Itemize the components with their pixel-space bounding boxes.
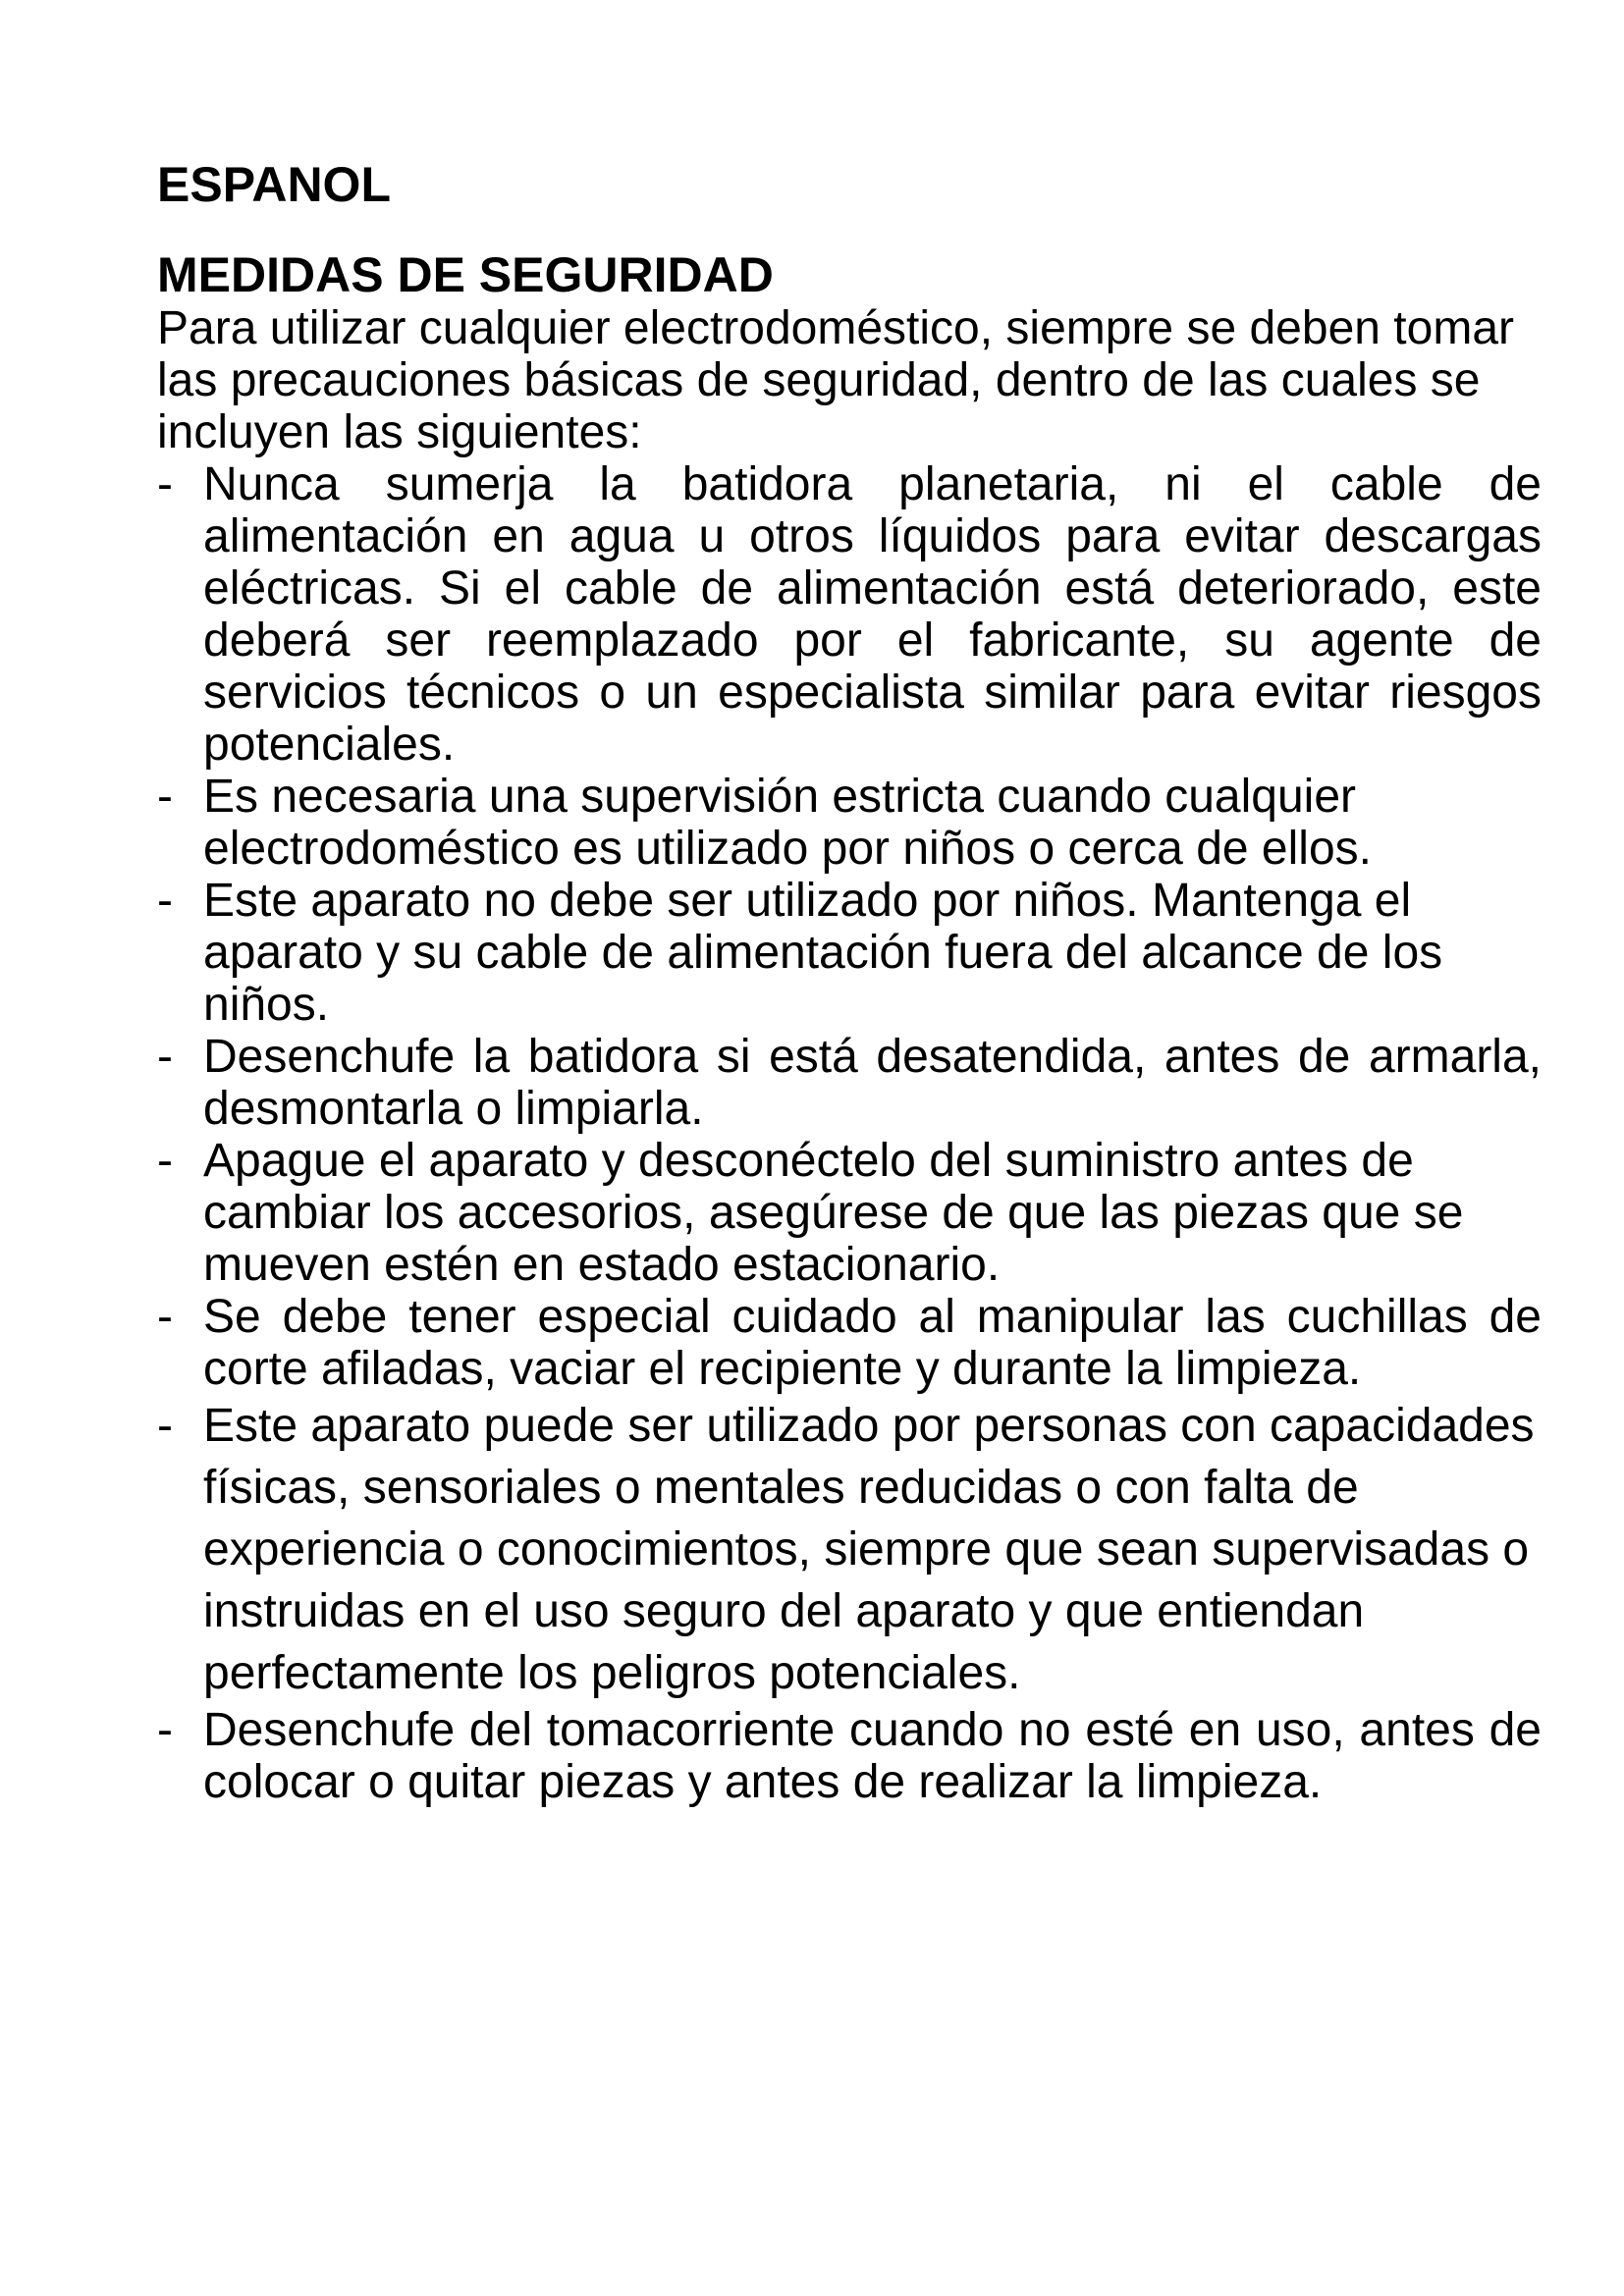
safety-item [157, 875, 1542, 1031]
bullet-dash: - [157, 1291, 173, 1343]
safety-item-text: Este aparato no debe ser utilizado por niños. Mantenga el aparato y su cable de alimentación fuera del alcance de los niños. [203, 875, 1443, 1031]
intro-paragraph: Para utilizar cualquier electrodoméstico, siempre se deben tomar las precauciones básicas de seguridad, dentro de las cuales se incluyen las siguientes: [157, 302, 1514, 458]
safety-item [157, 771, 1542, 875]
bullet-dash: - [157, 771, 173, 823]
safety-item-text: Desenchufe del tomacorriente cuando no esté en uso, antes de colocar o quitar piezas y antes de realizar la limpieza. [203, 1704, 1542, 1808]
document-page [157, 157, 1542, 1808]
language-heading: ESPANOL [157, 157, 391, 212]
bullet-dash: - [157, 458, 173, 510]
safety-item [157, 1395, 1542, 1704]
bullet-dash: - [157, 1704, 173, 1756]
bullet-dash: - [157, 875, 173, 927]
bullet-dash: - [157, 1031, 173, 1083]
bullet-dash: - [157, 1400, 173, 1452]
safety-item [157, 458, 1542, 771]
safety-item-text: Nunca sumerja la batidora planetaria, ni el cable de alimentación en agua u otros líquidos para evitar descargas eléctricas. Si el cable de alimentación está deteriorado, este deberá ser reemplazado por el fabricante, su agente de servicios técnicos o un especialista similar para evitar riesgos potenciales. [203, 458, 1542, 771]
safety-item [157, 1291, 1542, 1395]
safety-item-text: Es necesaria una supervisión estricta cuando cualquier electrodoméstico es utilizado por niños o cerca de ellos. [203, 771, 1372, 875]
safety-item-text: Se debe tener especial cuidado al manipular las cuchillas de corte afiladas, vaciar el recipiente y durante la limpieza. [203, 1291, 1542, 1395]
safety-item-text: Este aparato puede ser utilizado por personas con capacidades físicas, sensoriales o mentales reducidas o con falta de experiencia o conocimientos, siempre que sean supervisadas o instruidas en el uso seguro del aparato y que entiendan perfectamente los peligros potenciales. [203, 1400, 1535, 1699]
safety-item [157, 1135, 1542, 1291]
safety-item-text: Desenchufe la batidora si está desatendida, antes de armarla, desmontarla o limpiarla. [203, 1031, 1542, 1135]
section-title: MEDIDAS DE SEGURIDAD [157, 247, 774, 302]
bullet-dash: - [157, 1135, 173, 1187]
safety-list [157, 458, 1542, 1808]
safety-item [157, 1031, 1542, 1135]
safety-item-text: Apague el aparato y desconéctelo del suministro antes de cambiar los accesorios, asegúrese de que las piezas que se mueven estén en estado estacionario. [203, 1135, 1464, 1291]
safety-item [157, 1704, 1542, 1808]
